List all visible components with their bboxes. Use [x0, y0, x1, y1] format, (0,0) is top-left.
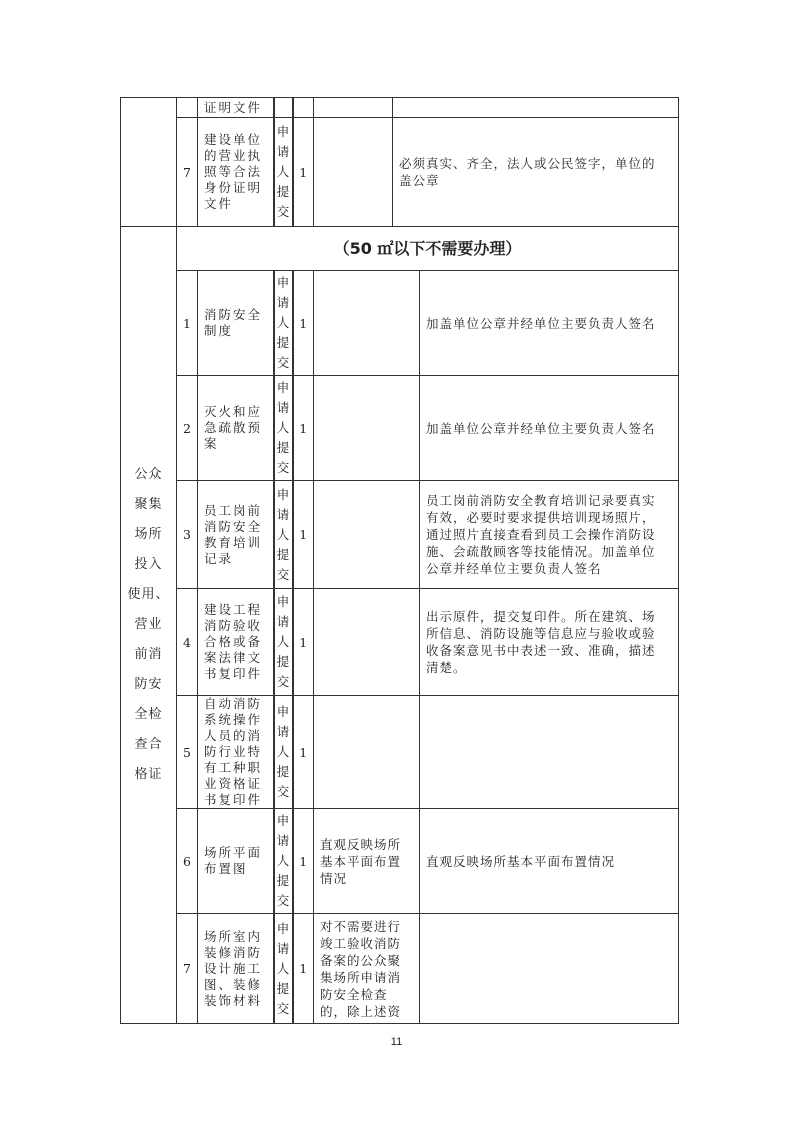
submitter: 申 请 人 提 交	[274, 481, 293, 589]
requirements-table	[120, 97, 679, 1024]
row-number: 6	[177, 809, 198, 914]
count: 1	[293, 589, 314, 696]
remark	[314, 481, 420, 589]
row-number	[177, 98, 198, 118]
submitter: 申 请 人 提 交	[274, 271, 293, 376]
row-number: 4	[177, 589, 198, 696]
submitter: 申 请 人 提 交	[274, 589, 293, 696]
submitter: 申 请 人 提 交	[274, 118, 293, 227]
row-number: 7	[177, 914, 198, 1024]
count: 1	[293, 481, 314, 589]
item-name: 灭火和应 急疏散预 案	[198, 376, 274, 481]
table-row	[121, 376, 679, 481]
remark	[314, 696, 420, 809]
section-heading-row	[121, 227, 679, 271]
item-name: 场所室内 装修消防 设计施工 图、装修 装饰材料	[198, 914, 274, 1024]
category-cell-continued	[121, 98, 177, 227]
submitter: 申 请 人 提 交	[274, 809, 293, 914]
row-number: 1	[177, 271, 198, 376]
requirement	[420, 914, 679, 1024]
item-name: 场所平面 布置图	[198, 809, 274, 914]
table-row	[121, 98, 679, 118]
item-name: 自动消防 系统操作 人员的消 防行业特 有工种职 业资格证 书复印件	[198, 696, 274, 809]
remark	[314, 589, 420, 696]
remark	[314, 118, 393, 227]
remark	[314, 376, 420, 481]
table-row	[121, 696, 679, 809]
remark	[314, 271, 420, 376]
item-name: 建设单位 的营业执 照等合法 身份证明 文件	[198, 118, 274, 227]
item-name: 证明文件	[198, 98, 274, 118]
remark: 直观反映场所 基本平面布置 情况	[314, 809, 420, 914]
requirement	[393, 98, 679, 118]
submitter: 申 请 人 提 交	[274, 376, 293, 481]
count: 1	[293, 696, 314, 809]
row-number: 2	[177, 376, 198, 481]
table-row	[121, 914, 679, 1024]
submitter: 申 请 人 提 交	[274, 914, 293, 1024]
count: 1	[293, 914, 314, 1024]
requirement: 出示原件，提交复印件。所在建筑、场 所信息、消防设施等信息应与验收或验 收备案意见书中表述一致、准确，描述 清楚。	[420, 589, 679, 696]
row-number: 3	[177, 481, 198, 589]
count: 1	[293, 118, 314, 227]
table-row	[121, 809, 679, 914]
count: 1	[293, 376, 314, 481]
item-name: 建设工程 消防验收 合格或备 案法律文 书复印件	[198, 589, 274, 696]
requirement: 直观反映场所基本平面布置情况	[420, 809, 679, 914]
requirement: 加盖单位公章并经单位主要负责人签名	[420, 271, 679, 376]
item-name: 消防安全 制度	[198, 271, 274, 376]
count	[293, 98, 314, 118]
remark: 对不需要进行 竣工验收消防 备案的公众聚 集场所申请消 防安全检查 的，除上述资	[314, 914, 420, 1024]
table-row	[121, 118, 679, 227]
category-cell: 公众 聚集 场所 投入 使用、 营业 前消 防安 全检 查合 格证	[121, 227, 177, 1024]
section-heading: （50 ㎡以下不需要办理）	[177, 227, 679, 271]
count: 1	[293, 271, 314, 376]
requirement: 加盖单位公章并经单位主要负责人签名	[420, 376, 679, 481]
table-row	[121, 481, 679, 589]
submitter	[274, 98, 293, 118]
row-number: 5	[177, 696, 198, 809]
table-row	[121, 271, 679, 376]
remark	[314, 98, 393, 118]
page-number: 11	[390, 1036, 403, 1048]
requirement: 员工岗前消防安全教育培训记录要真实 有效，必要时要求提供培训现场照片， 通过照片直接查看到员工会操作消防设 施、会疏散顾客等技能情况。加盖单位 公章并经单位主要负责人签名	[420, 481, 679, 589]
requirement: 必须真实、齐全，法人或公民签字，单位的 盖公章	[393, 118, 679, 227]
count: 1	[293, 809, 314, 914]
item-name: 员工岗前 消防安全 教育培训 记录	[198, 481, 274, 589]
submitter: 申 请 人 提 交	[274, 696, 293, 809]
table-row	[121, 589, 679, 696]
row-number: 7	[177, 118, 198, 227]
requirement	[420, 696, 679, 809]
